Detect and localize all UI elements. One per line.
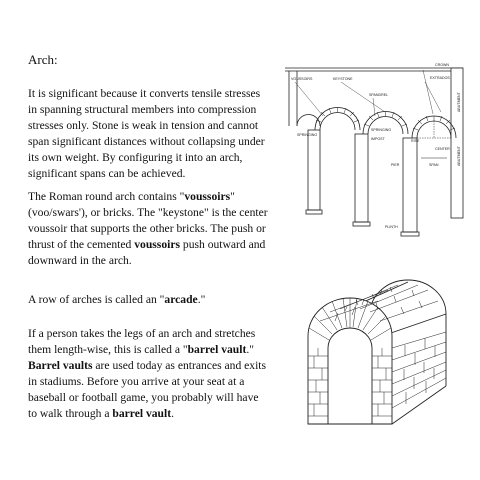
text-run: ." [197,293,206,306]
label-abutment: ABUTMENT [457,146,461,166]
paragraph-roman-arch [28,189,268,269]
label-impost: IMPOST [371,137,385,141]
label-extrados: EXTRADOS [430,76,450,80]
label-plinth: PLINTH [385,225,398,229]
bold-term-barrel-vault: barrel vault [112,407,172,421]
text-run: " (voo/swars'), or bricks. The "keystone" is the center voussoir that supports the other bricks. The push or thrust of the cemented [28,190,268,252]
arcade-diagram [275,56,470,246]
bold-term-voussoirs: voussoirs [184,190,231,203]
paragraph-arch-significance [28,86,268,183]
bold-term-voussoirs: voussoirs [134,238,180,252]
label-center: CENTER [435,147,450,151]
label-rise: RISE [411,139,420,143]
text-run: If a person takes the legs of an arch and stretches them length-wise, this is called a " [28,327,256,357]
bold-term-barrel-vaults: Barrel vaults [28,359,93,373]
paragraph-arcade [28,292,268,308]
paragraph-text [28,292,268,308]
label-spandrel: SPANDREL [369,93,389,97]
section-title: Arch: [28,52,58,67]
paragraph-text: It is significant because it converts tensile stresses in spanning structural members into compression stresses only. Stone is weak in tension and cannot span significant distances without collapsing under its own weight. By configuring it into an arch, significant spans can be achieved. [28,87,265,181]
label-keystone: KEYSTONE [333,77,353,81]
label-springing: SPRINGING [371,128,392,132]
label-voussoirs: VOUSSOIRS [291,77,313,81]
text-run: A row of arches is called an " [28,293,165,306]
bold-term-arcade: arcade [164,293,198,306]
label-springing: SPRINGING [297,133,318,137]
label-crown: CROWN [435,63,449,67]
label-abutment: ABUTMENT [457,92,461,112]
text-run: ." [246,343,254,357]
text-run: push outward and downward in the arch. [28,238,266,268]
bold-term-barrel-vault: barrel vault [187,343,247,357]
label-pier: PIER [391,163,400,167]
paragraph-text [28,326,268,423]
text-run: The Roman round arch contains " [28,190,185,203]
paragraph-barrel-vault [28,326,268,423]
barrel-vault-drawing [300,276,460,436]
text-run: . [171,407,174,421]
paragraph-text [28,189,268,269]
text-run: are used today as entrances and exits in stadiums. Before you arrive at your seat at a baseball or football game, you probably will have to walk through a [28,359,267,421]
label-span: SPAN [429,163,439,167]
